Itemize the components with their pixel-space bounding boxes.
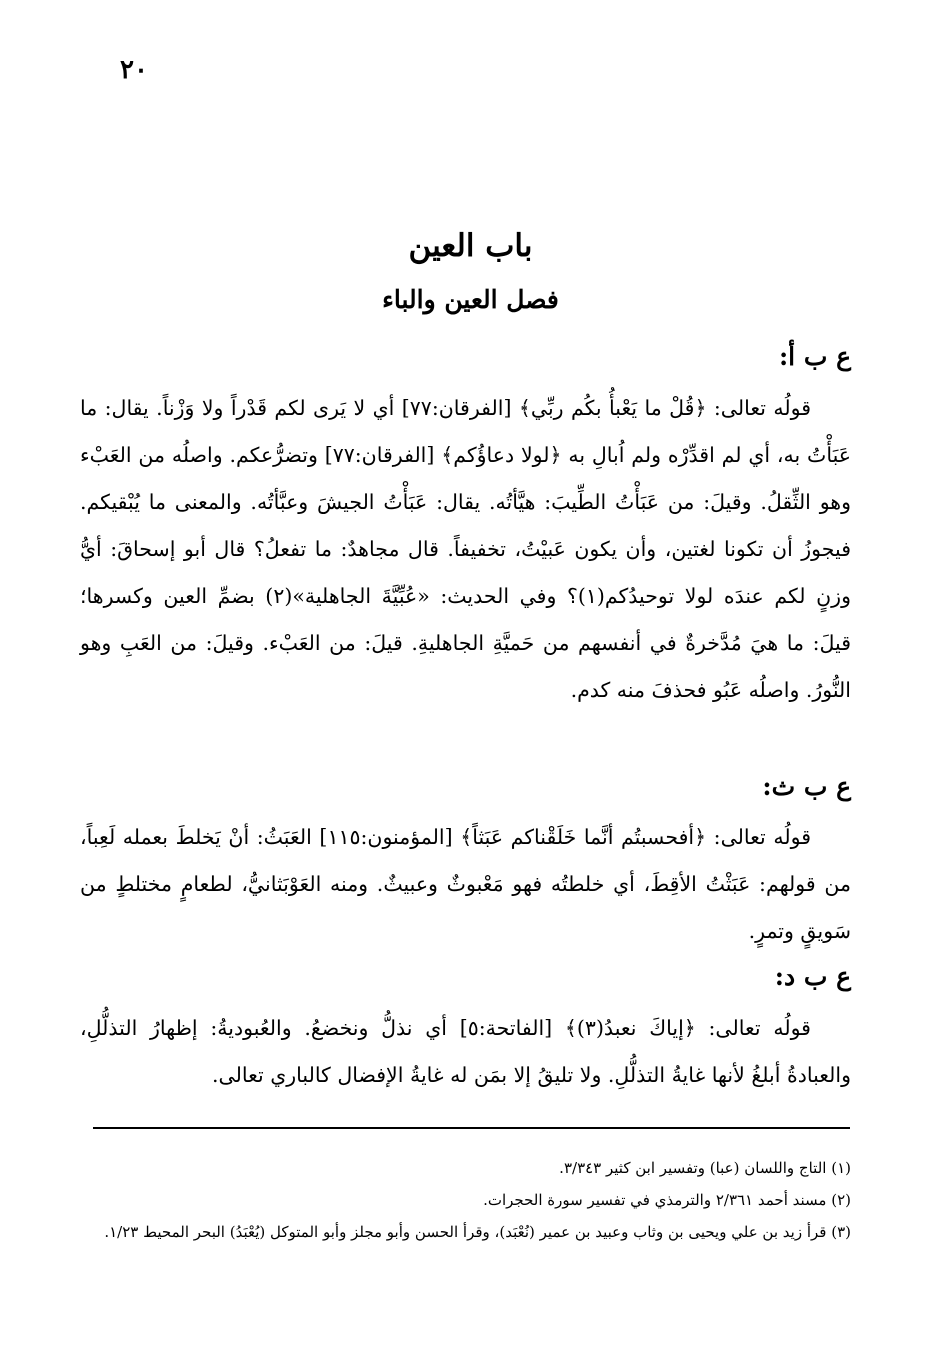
- page-number: ٢٠: [120, 55, 148, 85]
- chapter-title: باب العين: [408, 228, 533, 264]
- footnote-1: (١) التاج واللسان (عبا) وتفسير ابن كثير ٣/٣٤٣.: [559, 1159, 851, 1177]
- entry-body-ayn-ba-dal: قولُه تعالى: ﴿إياكَ نعبدُ(٣)﴾ [الفاتحة:٥] أي نذلُّ ونخضعُ. والعُبوديةُ: إظهارُ التذلُّلِ، والعبادةُ أبلغُ لأنها غايةُ التذلُّلِ. ولا تليقُ إلا بمَن له غايةُ الإفضال كالباري تعالى.: [80, 1016, 851, 1087]
- footnote-separator: [93, 1127, 850, 1129]
- entry-heading-ayn-ba-dal: ع ب د:: [774, 962, 851, 991]
- section-title: فصل العين والباء: [382, 285, 559, 314]
- entry-body-ayn-ba-hamza: قولُه تعالى: ﴿قُلْ ما يَعْبأُ بكُم ربِّي﴾ [الفرقان:٧٧] أي لا يَرى لكم قَدْراً ولا وَزْناً. يقال: ما عَبَأْتُ به، أي لم اقدِّرْه ولم اُبالِ به ﴿لولا دعاؤُكم﴾ [الفرقان:٧٧] وتضرُّعكم. واصلُه من العَبْء وهو الثِّقلُ. وقيلَ: من عَبَأْتُ الطِّيبَ: هيَّأتُه. يقال: عَبَأْتُ الجيشَ وعبَّأتُه. والمعنى ما يُبْقيكم. فيجوزُ أن تكونا لغتين، وأن يكون عَبيْتُ، تخفيفاً. قال مجاهدٌ: ما تفعلُ؟ قال أبو إسحاقَ: أيُّ وزنٍ لكم عندَه لولا توحيدُكم(١)؟ وفي الحديث: «عُبِّيَّةَ الجاهلية»(٢) بضمِّ العين وكسرها؛ قيلَ: ما هيَ مُدَّخرةٌ في أنفسهم من حَميَّةِ الجاهليةِ. قيلَ: من العَبْء. وقيلَ: من العَبِ وهو النُّورُ. واصلُه عَبُو فحذفَ منه كدم.: [80, 396, 852, 702]
- footnote-2: (٢) مسند أحمد ٢/٣٦١ والترمذي في تفسير سورة الحجرات.: [483, 1191, 851, 1209]
- entry-body-ayn-ba-tha: قولُه تعالى: ﴿أفحسبتُم أنَّما خَلَقْناكم عَبَثاً﴾ [المؤمنون:١١٥] العَبَثُ: أنْ يَخلطَ بعمله لَعِباً، من قولهم: عَبَثْتُ الأقِطَ، أي خلطتُه فهو مَعْبوثٌ وعبيثٌ. ومنه العَوْبَثانيُّ، لطعامٍ مختلطٍ من سَويقٍ وتمرٍ.: [80, 825, 851, 943]
- entry-heading-ayn-ba-tha: ع ب ث:: [762, 772, 851, 801]
- footnote-3: (٣) قرأ زيد بن علي ويحيى بن وثاب وعبيد بن عمير (نُعْبَد)، وقرأ الحسن وأبو مجلز وأبو المتوكل (يُعْبَدُ) البحر المحيط ١/٢٣.: [104, 1223, 851, 1241]
- entry-heading-ayn-ba-hamza: ع ب أ:: [778, 342, 851, 371]
